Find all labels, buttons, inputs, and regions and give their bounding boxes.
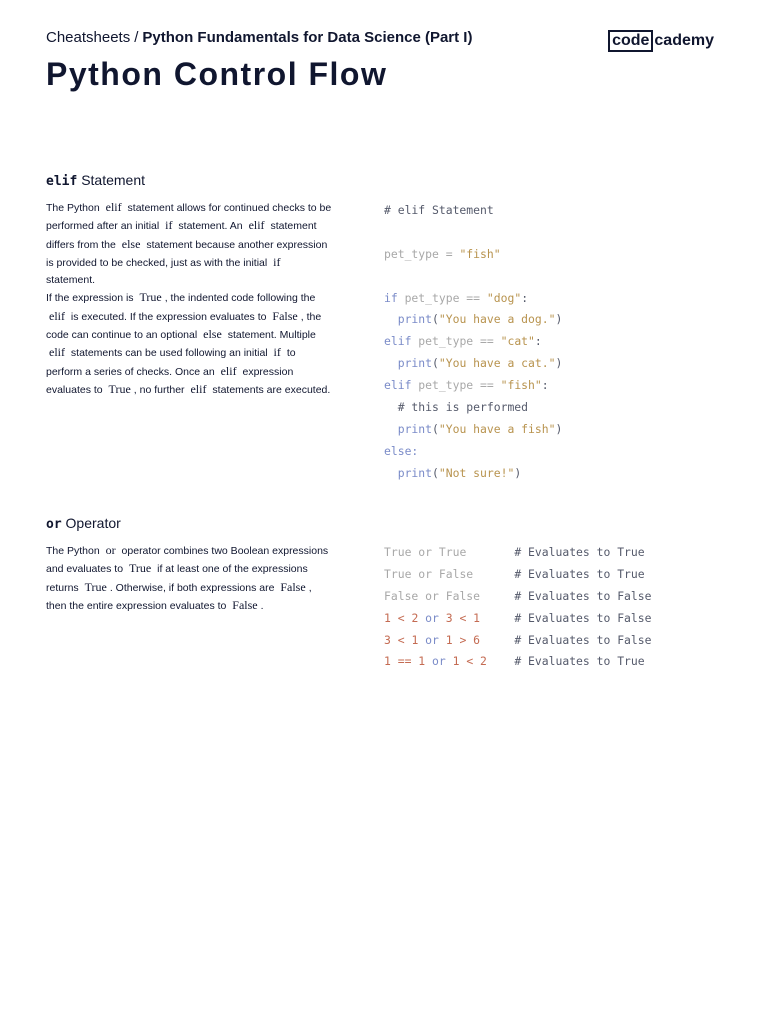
code-bool: True: [384, 566, 412, 581]
or-title-code: or: [46, 517, 62, 532]
code-bool: False: [384, 588, 419, 603]
keyword-elif: elif: [220, 363, 237, 378]
code-comment: # Evaluates to True: [514, 545, 645, 559]
text: statement. An: [178, 220, 243, 233]
code-number: 3: [445, 610, 453, 625]
or-paragraph: [46, 542, 332, 615]
breadcrumb-root-link[interactable]: Cheatsheets: [46, 29, 131, 46]
text: is executed. If the expression evaluates to: [70, 310, 267, 323]
code-var: pet_type: [404, 290, 460, 305]
keyword-false: False: [272, 308, 298, 323]
code-number: 1: [411, 632, 419, 647]
code-number: 1: [445, 632, 453, 647]
code-line: [384, 331, 562, 353]
text: to perform a series of checks. Once an: [46, 347, 296, 378]
code-keyword: elif: [384, 334, 412, 349]
code-bool: False: [445, 588, 481, 603]
text: statement.: [46, 274, 96, 287]
keyword-false: False: [232, 597, 258, 612]
keyword-true: True: [128, 561, 152, 576]
text: statement allows for continued checks to be performed after an initial: [46, 202, 332, 233]
code-number: 2: [480, 654, 487, 669]
code-keyword: or: [425, 610, 439, 625]
code-comment: # Evaluates to True: [514, 566, 645, 581]
text: statement differs from the: [46, 220, 317, 251]
text: statement. Multiple: [227, 329, 316, 342]
page-header: [46, 28, 726, 48]
code-string: "You have a dog.": [438, 312, 556, 327]
code-string: "dog": [486, 290, 522, 305]
text: if at least one of the expressions returns: [46, 563, 308, 594]
code-string: "fish": [500, 378, 542, 393]
keyword-true: True: [84, 579, 107, 594]
code-comment: # this is performed: [397, 400, 529, 415]
code-bool: True: [438, 545, 467, 559]
code-keyword: else:: [384, 443, 419, 458]
breadcrumb-current: Python Fundamentals for Data Science (Part I): [142, 29, 473, 46]
code-line: [384, 200, 562, 222]
code-punct: ): [555, 356, 563, 371]
code-op: <: [397, 632, 405, 647]
code-line: [384, 651, 651, 673]
text: , then the entire expression evaluates to: [46, 581, 312, 612]
or-section-title: [46, 515, 736, 532]
text: , the code can continue to an optional: [46, 310, 322, 342]
keyword-false: False: [280, 579, 306, 594]
text: statements are executed.: [212, 383, 331, 396]
text: .: [260, 599, 264, 612]
or-code-block: [384, 542, 651, 673]
code-keyword: elif: [384, 378, 412, 393]
code-number: 6: [473, 632, 481, 647]
code-punct: (: [432, 465, 439, 480]
text: . Otherwise, if both expressions are: [109, 581, 275, 594]
code-line: [384, 397, 562, 419]
code-function: print: [397, 465, 433, 480]
code-op: <: [397, 610, 405, 625]
code-number: 3: [384, 632, 391, 647]
keyword-if: if: [273, 345, 281, 360]
keyword-true: True: [139, 290, 162, 305]
keyword-elif: elif: [105, 200, 122, 214]
code-line: [384, 630, 651, 652]
code-line: [384, 419, 562, 441]
code-punct: (: [432, 421, 439, 436]
text: statement because another expression is provided to be checked, just as with the initial: [46, 238, 328, 269]
code-punct: :: [521, 290, 529, 305]
code-punct: ): [555, 312, 563, 327]
code-line: [384, 309, 562, 331]
code-line-empty: [384, 266, 562, 288]
page-title: Python Control Flow: [46, 56, 388, 92]
code-function: print: [397, 356, 433, 371]
keyword-else: else: [121, 236, 141, 251]
code-op: >: [459, 632, 467, 647]
text: The Python: [46, 202, 100, 214]
code-op: =: [438, 246, 460, 261]
code-number: 2: [411, 610, 419, 625]
code-line: [384, 564, 651, 586]
keyword-elif: elif: [49, 308, 65, 323]
keyword-if: if: [273, 254, 281, 269]
code-bool: True: [384, 545, 412, 559]
code-line: [384, 441, 562, 463]
code-punct: :: [541, 378, 549, 393]
code-op: <: [466, 654, 474, 669]
code-line: [384, 608, 651, 630]
code-keyword: or: [418, 545, 433, 559]
code-number: 1: [418, 654, 426, 669]
code-bool: False: [438, 566, 474, 581]
text: The Python: [46, 545, 100, 557]
elif-title-word: Statement: [81, 172, 146, 188]
or-description: [46, 542, 332, 615]
code-comment: # Evaluates to False: [514, 632, 652, 647]
code-line: [384, 288, 562, 310]
text: , the indented code following the: [164, 292, 316, 305]
code-line: [384, 542, 651, 564]
code-var: pet_type: [418, 378, 474, 393]
code-comment: # elif Statement: [384, 203, 494, 217]
code-line-empty: [384, 222, 562, 244]
code-comment: # Evaluates to False: [514, 610, 652, 625]
code-punct: ): [555, 421, 563, 436]
code-op: ==: [473, 334, 501, 349]
elif-paragraph-2: [46, 289, 332, 399]
keyword-elif: elif: [49, 345, 65, 360]
code-comment: # Evaluates to False: [514, 588, 652, 603]
keyword-if: if: [165, 218, 173, 233]
elif-paragraph-1: [46, 199, 332, 289]
or-section: [46, 515, 736, 695]
text: If the expression is: [46, 292, 134, 305]
elif-description: [46, 199, 332, 399]
code-line: [384, 244, 562, 266]
code-punct: ): [514, 465, 522, 480]
elif-section: [46, 172, 736, 492]
code-punct: (: [432, 356, 439, 371]
code-string: "Not sure!": [438, 465, 515, 480]
code-op: <: [459, 610, 467, 625]
code-keyword: or: [418, 566, 433, 581]
code-string: "cat": [500, 334, 535, 349]
code-string: "You have a cat.": [438, 356, 556, 371]
code-string: "You have a fish": [438, 421, 556, 436]
code-op: ==: [397, 654, 412, 669]
keyword-elif: elif: [190, 381, 207, 396]
text: expression evaluates to: [46, 365, 294, 396]
text: operator combines two Boolean expressions and evaluates to: [46, 545, 329, 576]
code-line: [384, 353, 562, 375]
code-line: [384, 375, 562, 397]
keyword-or: or: [105, 543, 116, 557]
code-string: "fish": [459, 246, 501, 261]
codecademy-logo[interactable]: [608, 30, 714, 52]
code-line: [384, 586, 651, 608]
code-function: print: [397, 421, 433, 436]
elif-title-code: elif: [46, 174, 78, 189]
keyword-elif: elif: [248, 218, 265, 233]
text: statements can be used following an initial: [70, 347, 268, 360]
text: , no further: [133, 383, 185, 396]
code-number: 1: [452, 654, 460, 669]
code-op: ==: [459, 290, 487, 305]
code-line: [384, 463, 562, 485]
keyword-true: True: [108, 381, 131, 396]
code-function: print: [397, 312, 433, 327]
code-punct: :: [534, 334, 542, 349]
code-number: 1: [384, 610, 391, 625]
code-var: pet_type: [384, 246, 439, 261]
logo-box-text: code: [608, 30, 653, 52]
breadcrumb-separator: /: [134, 29, 139, 46]
elif-section-title: [46, 172, 736, 189]
code-keyword: or: [432, 654, 446, 669]
keyword-else: else: [203, 327, 222, 342]
code-op: ==: [473, 378, 501, 393]
code-var: pet_type: [418, 334, 474, 349]
elif-code-block: [384, 200, 562, 485]
logo-rest-text: cademy: [654, 32, 714, 49]
code-number: 1: [384, 654, 391, 669]
code-number: 1: [473, 610, 481, 625]
code-comment: # Evaluates to True: [514, 654, 645, 669]
code-punct: (: [432, 312, 439, 327]
code-keyword: or: [425, 588, 439, 603]
code-keyword: or: [425, 632, 439, 647]
code-keyword: if: [384, 290, 398, 305]
or-title-word: Operator: [65, 515, 121, 531]
